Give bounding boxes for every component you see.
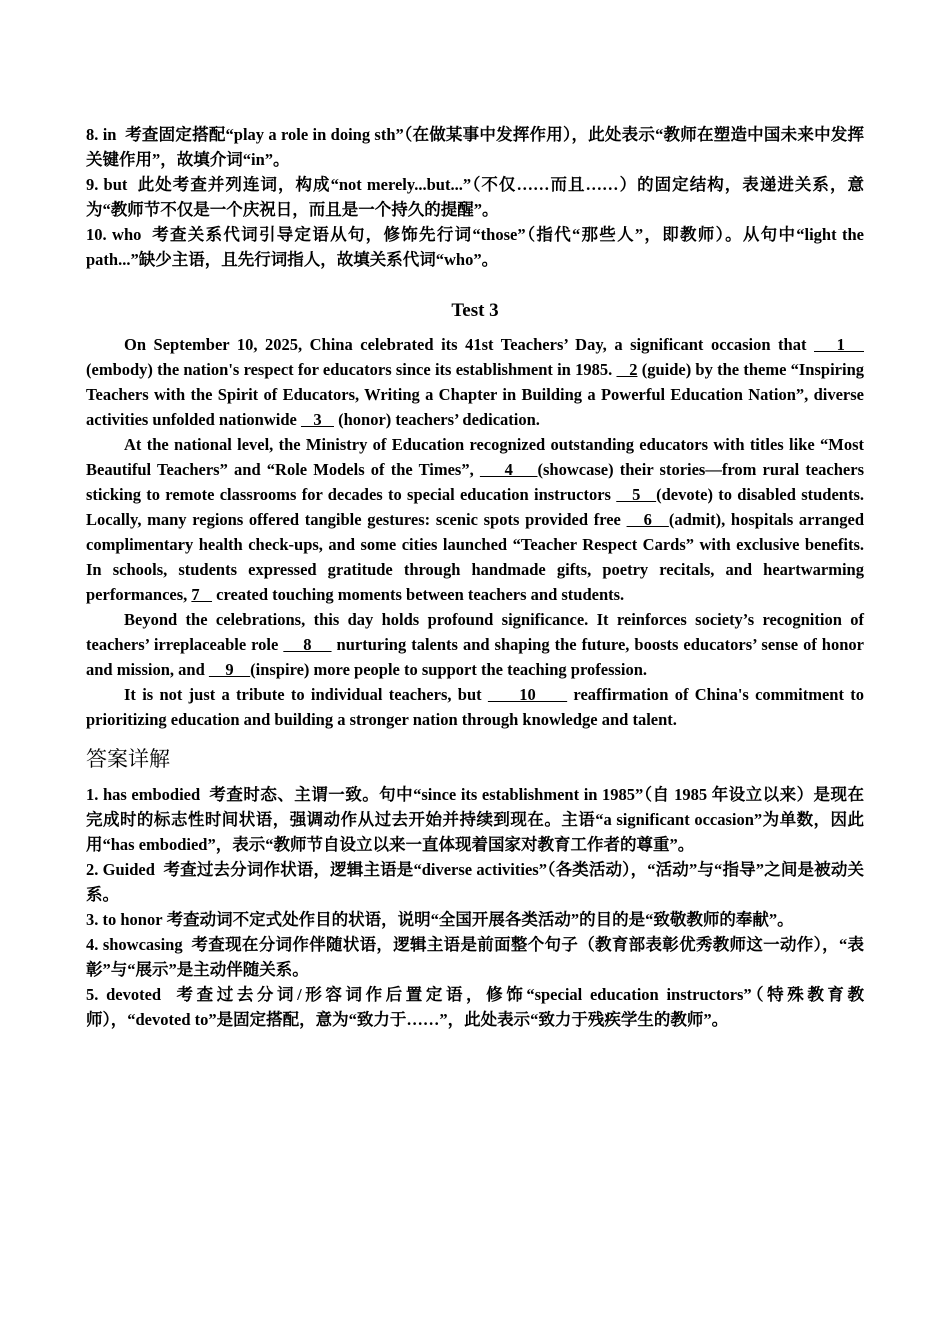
blank-3: 3 [300, 410, 334, 429]
answer-key: 10. who [86, 225, 142, 244]
passage-text: (honor) teachers’ dedication. [333, 410, 540, 429]
passage-text: At the national level, the Ministry of Education recognized outstanding educators with titles like “Most Beautiful Teachers” and “Role Models of the Times”, [86, 435, 864, 479]
passage-text: (inspire) more people to support the teaching profession. [250, 660, 648, 679]
answer-item [86, 857, 864, 907]
answer-item [86, 222, 864, 272]
document-page [86, 122, 864, 1032]
passage-text: (guide) by the theme “Inspiring Teachers with the Spirit of Educators, Writing a Chapter in Building a Powerful Education Nation”, diverse activities unfolded nationwide [86, 360, 865, 429]
blank-2: 2 [616, 360, 638, 379]
answer-text: 考查过去分词/形容词作后置定语，修饰“special education instructors”（特殊教育教师），“devoted to”是固定搭配，意为“致力于……”，此处表示“致力于残疾学生的教师”。 [86, 985, 865, 1029]
answer-item [86, 982, 864, 1032]
answers-list [86, 782, 864, 1032]
passage-text: reaffirmation of China's commitment to prioritizing education and building a stronger nation through knowledge and talent. [86, 685, 865, 729]
blank-9: 9 [208, 660, 251, 679]
passage-text: (admit), hospitals arranged complimentary health check-ups, and some cities launched “Teacher Respect Cards” with exclusive benefits. In schools, students expressed gratitude through handmade gifts, poetry recitals, and heartwarming performances, [86, 510, 865, 604]
blank-1: 1 [814, 335, 864, 354]
passage-text: created touching moments between teachers and students. [212, 585, 625, 604]
blank-5: 5 [616, 485, 657, 504]
answer-text: 考查关系代词引导定语从句，修饰先行词“those”（指代“那些人”，即教师）。从句中“light the path...”缺少主语，且先行词指人，故填关系代词“who”。 [86, 225, 865, 269]
previous-answers [86, 122, 864, 272]
passage-text: (devote) to disabled students. Locally, many regions offered tangible gestures: scenic spots provided free [86, 485, 865, 529]
passage-text: (showcase) their stories—from rural teachers sticking to remote classrooms for decades to special education instructors [86, 460, 864, 504]
passage-paragraph-4 [86, 682, 864, 732]
passage-text: Beyond the celebrations, this day holds profound significance. It reinforces society’s recognition of teachers’ irreplaceable role [86, 610, 864, 654]
answer-text: 考查动词不定式处作目的状语，说明“全国开展各类活动”的目的是“致敬教师的奉献”。 [166, 910, 794, 929]
answer-item [86, 932, 864, 982]
answer-text: 考查现在分词作伴随状语，逻辑主语是前面整个句子（教育部表彰优秀教师这一动作），“表彰”与“展示”是主动伴随关系。 [86, 935, 865, 979]
answer-text: 考查固定搭配“play a role in doing sth”（在做某事中发挥作用），此处表示“教师在塑造中国未来中发挥关键作用”，故填介词“in”。 [86, 125, 865, 169]
passage-paragraph-3 [86, 607, 864, 682]
answer-item [86, 907, 864, 932]
answer-item [86, 122, 864, 172]
answer-key: 1. has embodied [86, 785, 201, 804]
blank-10: 10 [487, 685, 568, 704]
answer-key: 5. devoted [86, 985, 162, 1004]
answer-key: 4. showcasing [86, 935, 183, 954]
passage-text: (embody) the nation's respect for educators since its establishment in 1985. [86, 360, 617, 379]
answer-item [86, 172, 864, 222]
answer-key: 3. to honor [86, 910, 163, 929]
passage-text: nurturing talents and shaping the future, boosts educators’ sense of honor and mission, and [86, 635, 864, 679]
passage-text: It is not just a tribute to individual teachers, but [124, 685, 488, 704]
answer-text: 考查过去分词作状语，逻辑主语是“diverse activities”（各类活动），“活动”与“指导”之间是被动关系。 [86, 860, 864, 904]
answers-heading: 答案详解 [86, 747, 170, 771]
answer-item [86, 782, 864, 857]
passage-text: On September 10, 2025, China celebrated its 41st Teachers’ Day, a significant occasion that [124, 335, 814, 354]
blank-7: 7 [191, 585, 213, 604]
answer-key: 2. Guided [86, 860, 155, 879]
answer-text: 此处考查并列连词，构成“not merely...but...”（不仅……而且……）的固定结构，表递进关系，意为“教师节不仅是一个庆祝日，而且是一个持久的提醒”。 [86, 175, 864, 219]
answer-text: 考查时态、主谓一致。句中“since its establishment in 1985”（自 1985 年设立以来）是现在完成时的标志性时间状语，强调动作从过去开始并持续到现在。主语“a significant occasion”为单数，因此用“has embodied”，表示“教师节自设立以来一直体现着国家对教育工作者的尊重”。 [86, 785, 865, 854]
answer-key: 8. in [86, 125, 117, 144]
blank-6: 6 [626, 510, 669, 529]
blank-8: 8 [283, 635, 332, 654]
passage-paragraph-2 [86, 432, 864, 607]
passage [86, 332, 864, 732]
answer-key: 9. but [86, 175, 128, 194]
test-title: Test 3 [451, 300, 499, 321]
passage-paragraph-1 [86, 332, 864, 432]
blank-4: 4 [479, 460, 538, 479]
